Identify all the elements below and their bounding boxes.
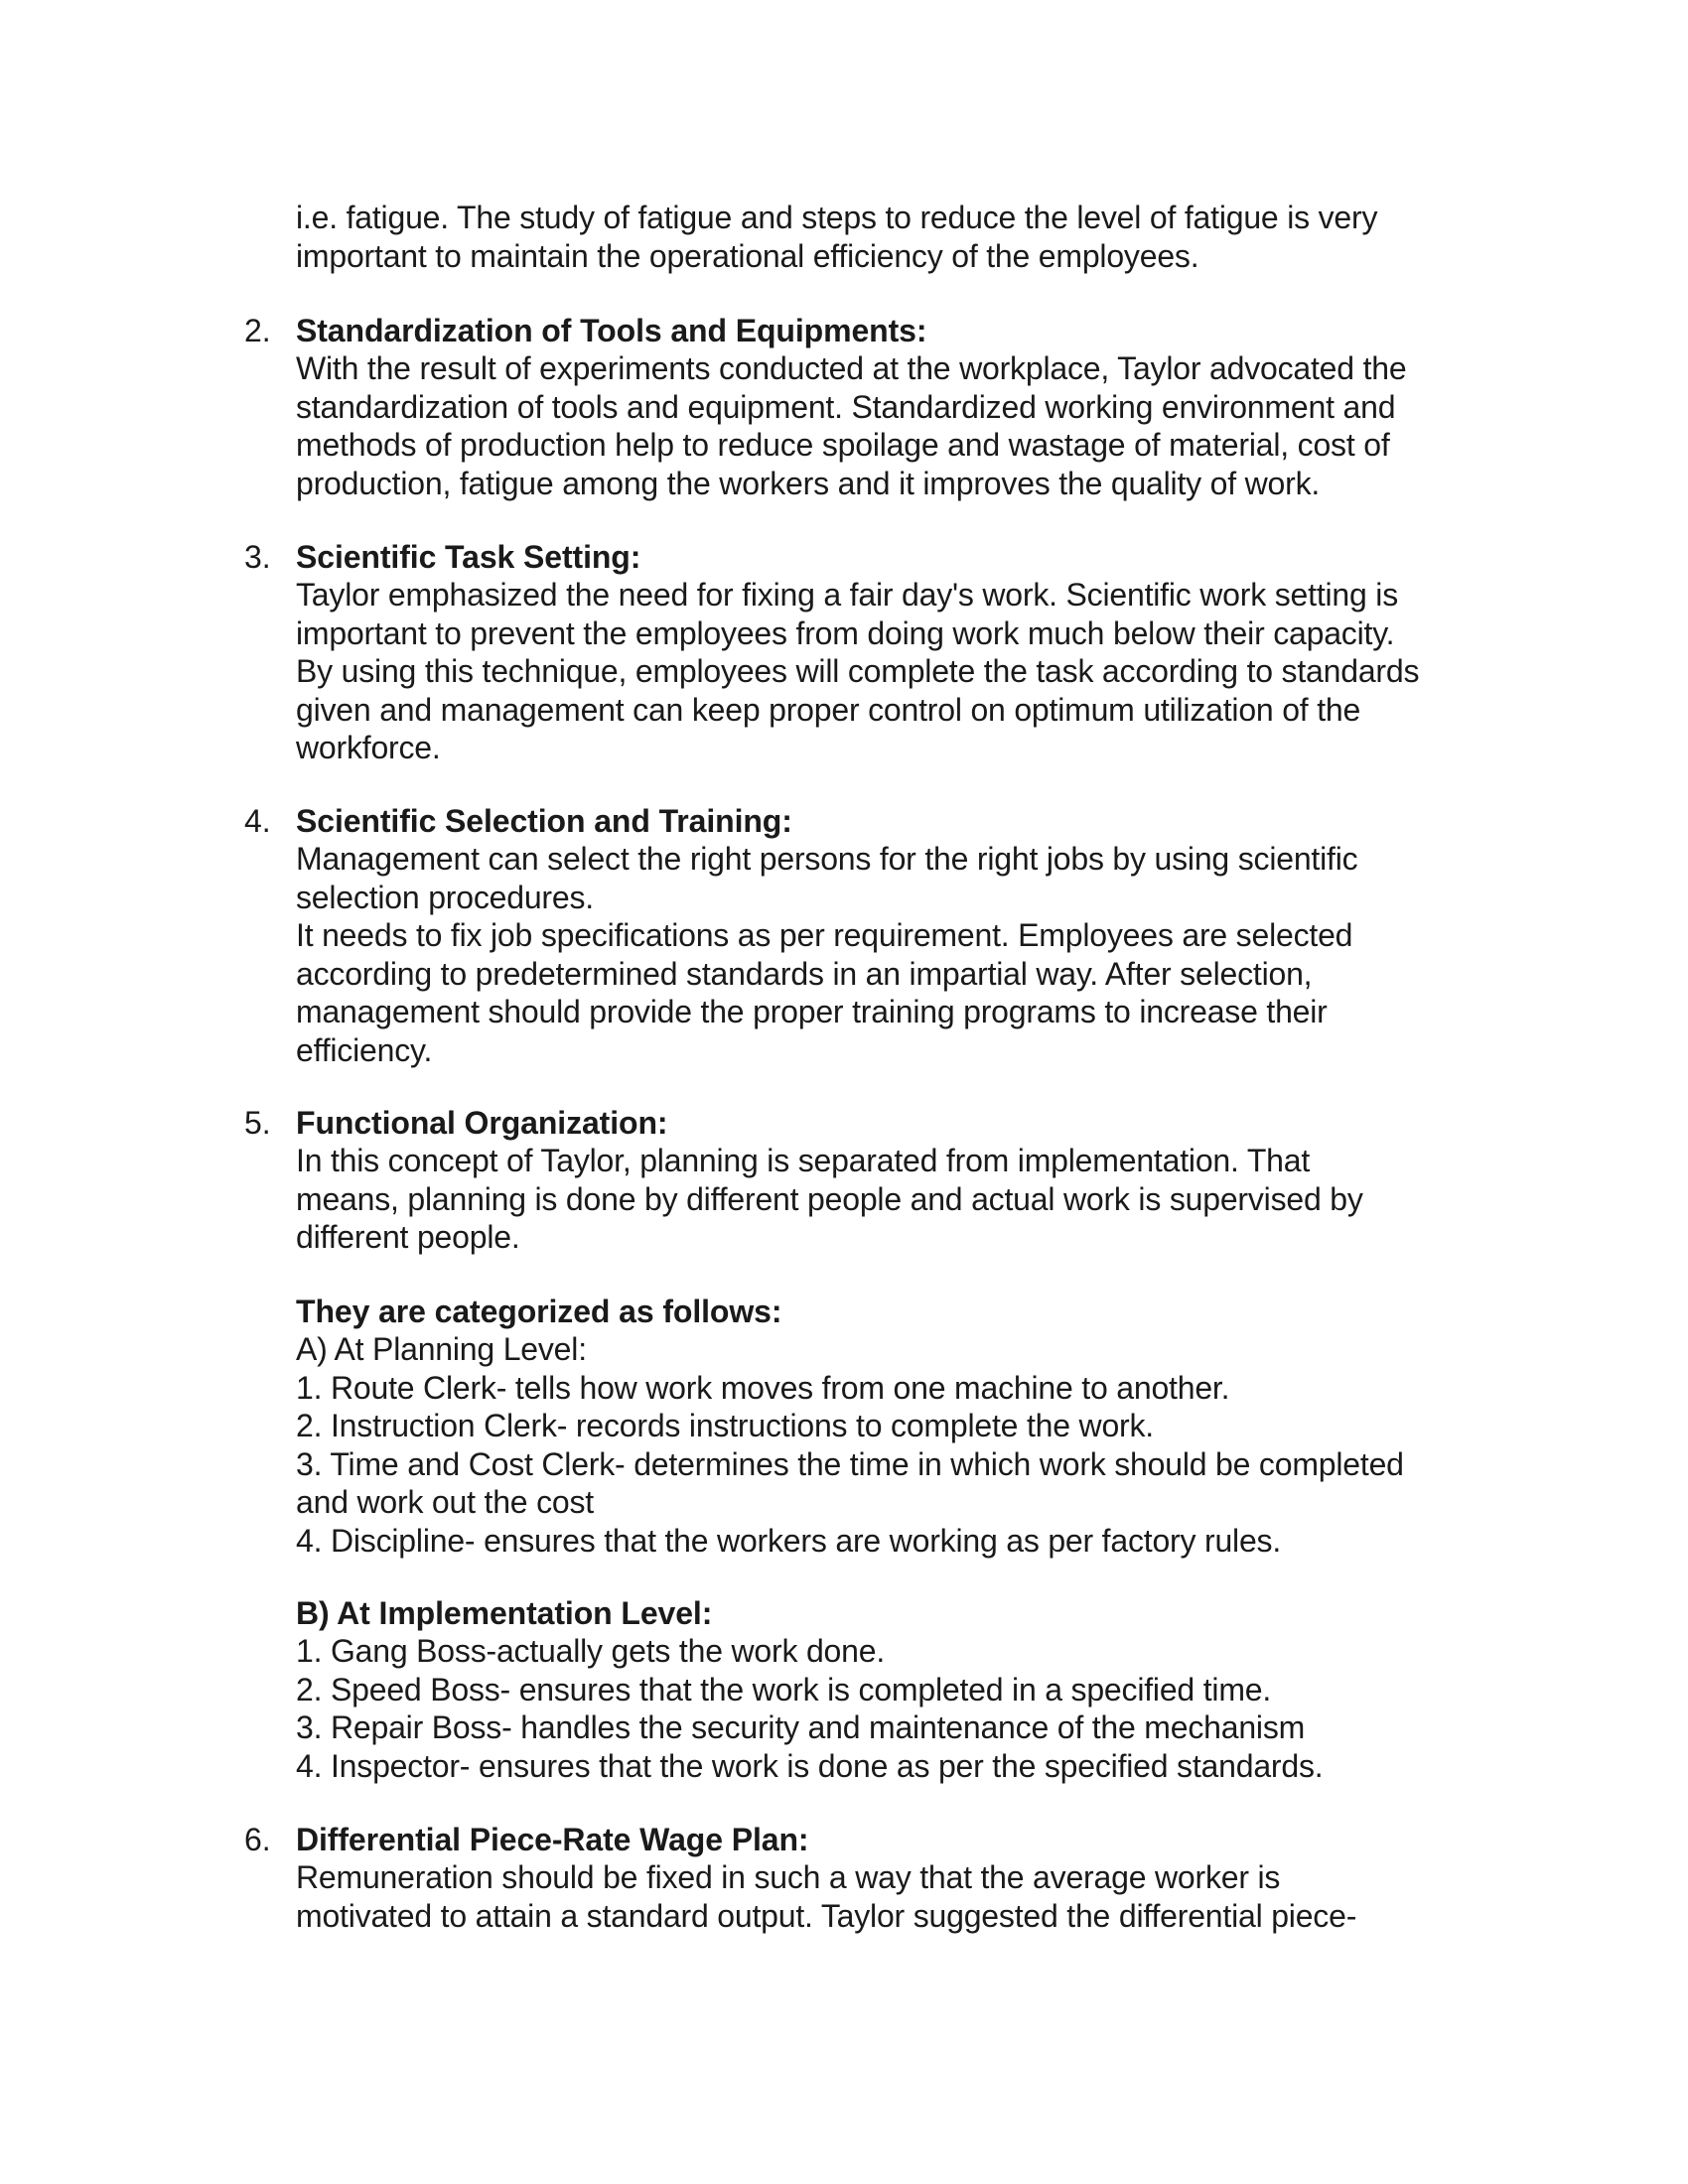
body-line: efficiency. <box>296 1031 433 1068</box>
section-5-heading: Functional Organization: <box>296 1105 668 1141</box>
body-line: management should provide the proper training programs to increase their <box>296 994 1328 1029</box>
intro-line: important to maintain the operational efficiency of the employees. <box>296 237 1199 274</box>
section-6-heading: Differential Piece-Rate Wage Plan: <box>296 1822 809 1857</box>
body-line: Taylor emphasized the need for fixing a fair day's work. Scientific work setting is <box>296 577 1399 613</box>
section-4-number: 4. <box>244 803 271 839</box>
body-line: given and management can keep proper control on optimum utilization of the <box>296 691 1361 728</box>
list-item: 1. Gang Boss-actually gets the work done. <box>296 1633 886 1669</box>
section-3-heading: Scientific Task Setting: <box>296 539 641 575</box>
list-item: 4. Discipline- ensures that the workers are working as per factory rules. <box>296 1522 1282 1559</box>
list-item: 4. Inspector- ensures that the work is done as per the specified standards. <box>296 1747 1324 1784</box>
section-2-heading: Standardization of Tools and Equipments: <box>296 313 927 348</box>
categorized-heading: They are categorized as follows: <box>296 1294 782 1329</box>
body-line: workforce. <box>296 730 441 765</box>
body-line: selection procedures. <box>296 879 594 915</box>
body-line: In this concept of Taylor, planning is separated from implementation. That <box>296 1143 1311 1178</box>
section-3-body <box>296 576 1507 767</box>
list-item: A) At Planning Level: <box>296 1331 587 1367</box>
body-line: With the result of experiments conducted at the workplace, Taylor advocated the <box>296 350 1407 386</box>
section-3-number: 3. <box>244 539 271 575</box>
section-4-heading: Scientific Selection and Training: <box>296 803 792 839</box>
intro-paragraph <box>296 199 1507 275</box>
section-6-body <box>296 1858 1507 1935</box>
implementation-level-list <box>296 1632 1507 1785</box>
list-item: 2. Instruction Clerk- records instructions to complete the work. <box>296 1408 1154 1443</box>
list-item: 3. Repair Boss- handles the security and maintenance of the mechanism <box>296 1709 1306 1745</box>
implementation-heading: B) At Implementation Level: <box>296 1595 713 1631</box>
section-2-number: 2. <box>244 313 271 348</box>
section-4-body <box>296 840 1507 1069</box>
body-line: production, fatigue among the workers and it improves the quality of work. <box>296 465 1321 501</box>
body-line: It needs to fix job specifications as per requirement. Employees are selected <box>296 917 1353 953</box>
planning-level-list <box>296 1330 1507 1560</box>
body-line: according to predetermined standards in an impartial way. After selection, <box>296 955 1313 992</box>
intro-line: i.e. fatigue. The study of fatigue and steps to reduce the level of fatigue is very <box>296 200 1378 235</box>
list-item: 1. Route Clerk- tells how work moves from one machine to another. <box>296 1369 1230 1406</box>
body-line: different people. <box>296 1219 520 1255</box>
body-line: Remuneration should be fixed in such a way that the average worker is <box>296 1859 1281 1895</box>
section-5-number: 5. <box>244 1105 271 1141</box>
list-item: 3. Time and Cost Clerk- determines the time in which work should be completed <box>296 1445 1404 1482</box>
body-line: means, planning is done by different people and actual work is supervised by <box>296 1180 1363 1217</box>
body-line: standardization of tools and equipment. Standardized working environment and <box>296 388 1396 425</box>
body-line: By using this technique, employees will complete the task according to standards <box>296 653 1420 689</box>
list-item: 2. Speed Boss- ensures that the work is completed in a specified time. <box>296 1671 1272 1707</box>
section-2-body <box>296 349 1507 502</box>
body-line: important to prevent the employees from doing work much below their capacity. <box>296 614 1395 651</box>
body-line: motivated to attain a standard output. Taylor suggested the differential piece- <box>296 1897 1357 1934</box>
section-5-body <box>296 1142 1507 1257</box>
section-6-number: 6. <box>244 1822 271 1857</box>
list-item: and work out the cost <box>296 1484 594 1520</box>
body-line: methods of production help to reduce spoilage and wastage of material, cost of <box>296 427 1390 463</box>
body-line: Management can select the right persons for the right jobs by using scientific <box>296 841 1358 877</box>
